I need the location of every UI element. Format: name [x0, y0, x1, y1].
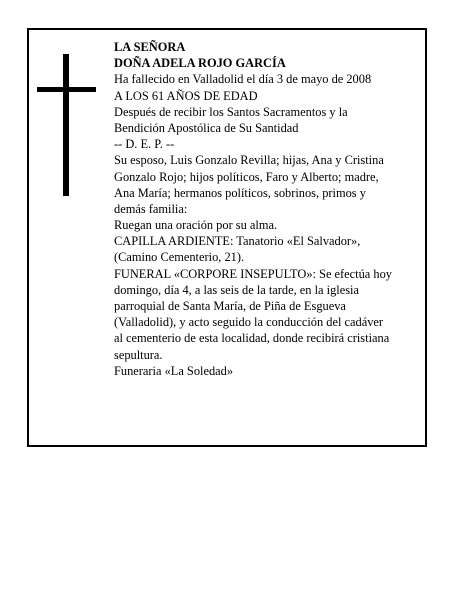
notice-heading-title: LA SEÑORA — [114, 40, 186, 54]
latin-cross-icon-bar — [37, 87, 96, 92]
notice-line-sacraments-2: Bendición Apostólica de Su Santidad — [114, 120, 299, 135]
notice-line-funeral-5: al cementerio de esta localidad, donde recibirá cristiana — [114, 331, 390, 346]
notice-line-family-3: Ana María; hermanos políticos, sobrinos, primos y — [114, 185, 366, 200]
notice-line-funeral-home: Funeraria «La Soledad» — [114, 363, 234, 378]
notice-line-prayer: Ruegan una oración por su alma. — [114, 218, 278, 233]
notice-line-sacraments-1: Después de recibir los Santos Sacramentos y la — [114, 104, 348, 119]
notice-line-family-2: Gonzalo Rojo; hijos políticos, Faro y Alberto; madre, — [114, 169, 379, 184]
obituary-notice-text — [114, 39, 426, 379]
notice-line-funeral-6: sepultura. — [114, 347, 163, 362]
notice-line-family-4: demás familia: — [114, 201, 188, 216]
notice-line-death-date: Ha fallecido en Valladolid el día 3 de mayo de 2008 — [114, 72, 372, 87]
notice-line-chapel-1: CAPILLA ARDIENTE: Tanatorio «El Salvador», — [114, 234, 361, 249]
notice-line-funeral-3: parroquial de Santa María, de Piña de Esgueva — [114, 299, 346, 313]
notice-line-chapel-2: (Camino Cementerio, 21). — [114, 250, 245, 265]
deceased-name: DOÑA ADELA ROJO GARCÍA — [114, 56, 286, 71]
notice-line-age: A LOS 61 AÑOS DE EDAD — [114, 88, 258, 103]
notice-line-funeral-2: domingo, día 4, a las seis de la tarde, en la iglesia — [114, 282, 359, 297]
notice-line-family-1: Su esposo, Luis Gonzalo Revilla; hijas, Ana y Cristina — [114, 153, 384, 168]
notice-line-funeral-1: FUNERAL «CORPORE INSEPULTO»: Se efectúa hoy — [114, 266, 392, 281]
notice-line-funeral-4: (Valladolid), y acto seguido la conducción del cadáver — [114, 315, 384, 330]
latin-cross-icon — [63, 54, 69, 196]
notice-line-dep: -- D. E. P. -- — [114, 137, 175, 152]
